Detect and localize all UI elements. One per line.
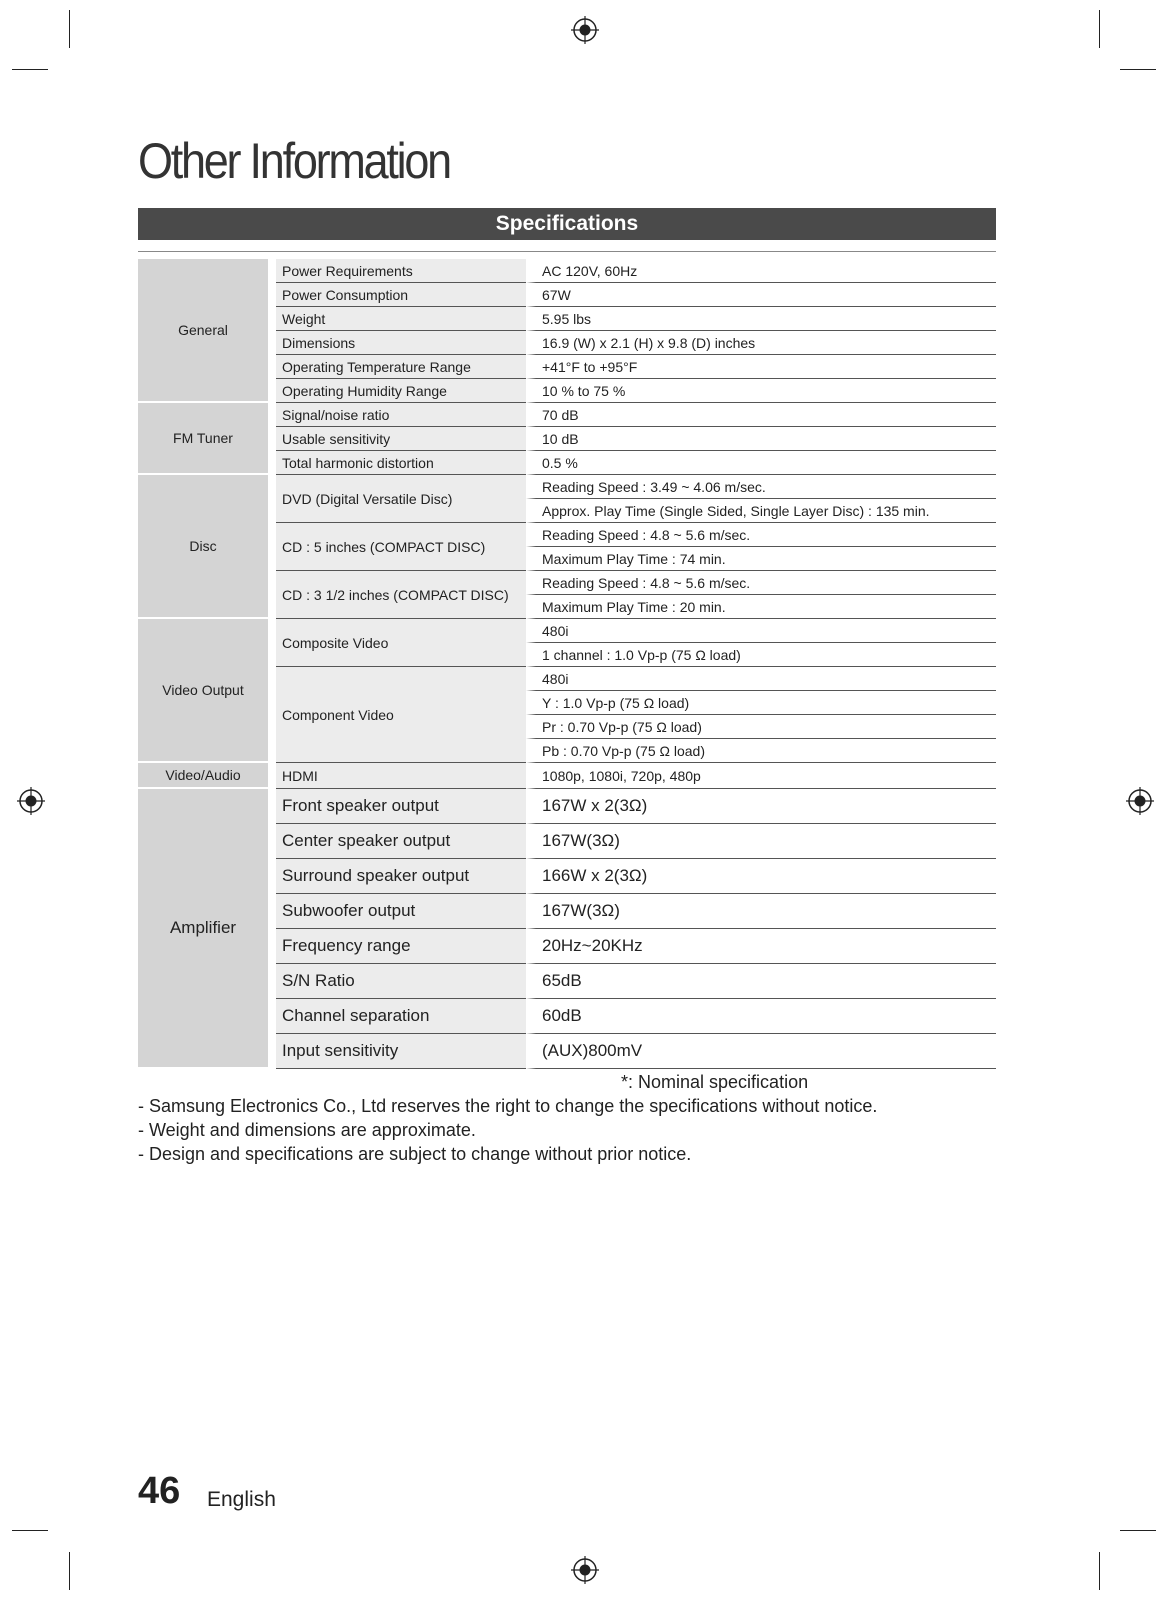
spec-item: Input sensitivity [276, 1034, 526, 1069]
spec-value: 10 % to 75 % [526, 379, 996, 403]
spec-item: Usable sensitivity [276, 427, 526, 451]
spec-value: 0.5 % [526, 451, 996, 475]
spec-item: Power Requirements [276, 259, 526, 283]
spec-value: 167W x 2(3Ω) [526, 789, 996, 824]
spec-item: Total harmonic distortion [276, 451, 526, 475]
table-row [138, 403, 996, 427]
spec-value: 20Hz~20KHz [526, 929, 996, 964]
spec-item: Weight [276, 307, 526, 331]
spec-item: Power Consumption [276, 283, 526, 307]
spec-item: Frequency range [276, 929, 526, 964]
registration-mark-icon [570, 15, 600, 45]
spec-value: 480i [526, 619, 996, 643]
category-fm-tuner: FM Tuner [138, 403, 276, 475]
spec-item: HDMI [276, 763, 526, 789]
spec-value: 70 dB [526, 403, 996, 427]
spec-item: Composite Video [276, 619, 526, 667]
spec-value: Reading Speed : 3.49 ~ 4.06 m/sec. [526, 475, 996, 499]
spec-value: 167W(3Ω) [526, 894, 996, 929]
section-header [138, 208, 996, 240]
note-line: - Samsung Electronics Co., Ltd reserves the right to change the specifications without notice. [138, 1096, 878, 1116]
header-divider [138, 251, 996, 252]
spec-value: Approx. Play Time (Single Sided, Single Layer Disc) : 135 min. [526, 499, 996, 523]
spec-value: 5.95 lbs [526, 307, 996, 331]
category-video-audio: Video/Audio [138, 763, 276, 789]
table-row [138, 259, 996, 283]
registration-mark-icon [570, 1555, 600, 1585]
spec-value: 166W x 2(3Ω) [526, 859, 996, 894]
spec-item: Front speaker output [276, 789, 526, 824]
spec-item: CD : 3 1/2 inches (COMPACT DISC) [276, 571, 526, 619]
spec-item: S/N Ratio [276, 964, 526, 999]
spec-value: Pb : 0.70 Vp-p (75 Ω load) [526, 739, 996, 763]
spec-value: 60dB [526, 999, 996, 1034]
category-disc: Disc [138, 475, 276, 619]
spec-value: 65dB [526, 964, 996, 999]
crop-mark [69, 10, 70, 48]
spec-item: Channel separation [276, 999, 526, 1034]
crop-mark [1120, 1530, 1156, 1531]
spec-value: 1 channel : 1.0 Vp-p (75 Ω load) [526, 643, 996, 667]
note-line: - Weight and dimensions are approximate. [138, 1120, 476, 1140]
spec-item: Component Video [276, 667, 526, 763]
spec-value: +41°F to +95°F [526, 355, 996, 379]
page-number: 46 [138, 1470, 181, 1512]
spec-value: 16.9 (W) x 2.1 (H) x 9.8 (D) inches [526, 331, 996, 355]
spec-item: Signal/noise ratio [276, 403, 526, 427]
section-header-label: Specifications [495, 212, 639, 235]
crop-mark [1099, 10, 1100, 48]
spec-value: Maximum Play Time : 20 min. [526, 595, 996, 619]
spec-item: Dimensions [276, 331, 526, 355]
spec-item: Operating Temperature Range [276, 355, 526, 379]
spec-value: AC 120V, 60Hz [526, 259, 996, 283]
specifications-table [138, 259, 996, 1069]
spec-item: CD : 5 inches (COMPACT DISC) [276, 523, 526, 571]
spec-item: Subwoofer output [276, 894, 526, 929]
category-general: General [138, 259, 276, 403]
registration-mark-icon [1125, 786, 1155, 816]
spec-value: Y : 1.0 Vp-p (75 Ω load) [526, 691, 996, 715]
spec-item: Operating Humidity Range [276, 379, 526, 403]
registration-mark-icon [16, 786, 46, 816]
table-row [138, 475, 996, 499]
spec-value: 480i [526, 667, 996, 691]
crop-mark [12, 1530, 48, 1531]
table-row [138, 763, 996, 789]
category-amplifier: Amplifier [138, 789, 276, 1069]
spec-value: Reading Speed : 4.8 ~ 5.6 m/sec. [526, 523, 996, 547]
spec-item: Surround speaker output [276, 859, 526, 894]
spec-value: 67W [526, 283, 996, 307]
crop-mark [69, 1552, 70, 1590]
crop-mark [1120, 69, 1156, 70]
page-title: Other Information [138, 133, 450, 189]
spec-value: 167W(3Ω) [526, 824, 996, 859]
spec-value: 10 dB [526, 427, 996, 451]
spec-item: DVD (Digital Versatile Disc) [276, 475, 526, 523]
category-video-output: Video Output [138, 619, 276, 763]
spec-value: Maximum Play Time : 74 min. [526, 547, 996, 571]
table-row [138, 619, 996, 643]
spec-value: Reading Speed : 4.8 ~ 5.6 m/sec. [526, 571, 996, 595]
spec-item: Center speaker output [276, 824, 526, 859]
crop-mark [12, 69, 48, 70]
note-line: - Design and specifications are subject to change without prior notice. [138, 1144, 692, 1164]
crop-mark [1099, 1552, 1100, 1590]
nominal-note: *: Nominal specification [621, 1072, 809, 1092]
spec-value: Pr : 0.70 Vp-p (75 Ω load) [526, 715, 996, 739]
spec-value: (AUX)800mV [526, 1034, 996, 1069]
table-row [138, 789, 996, 824]
spec-value: 1080p, 1080i, 720p, 480p [526, 763, 996, 789]
page-language: English [207, 1488, 276, 1511]
